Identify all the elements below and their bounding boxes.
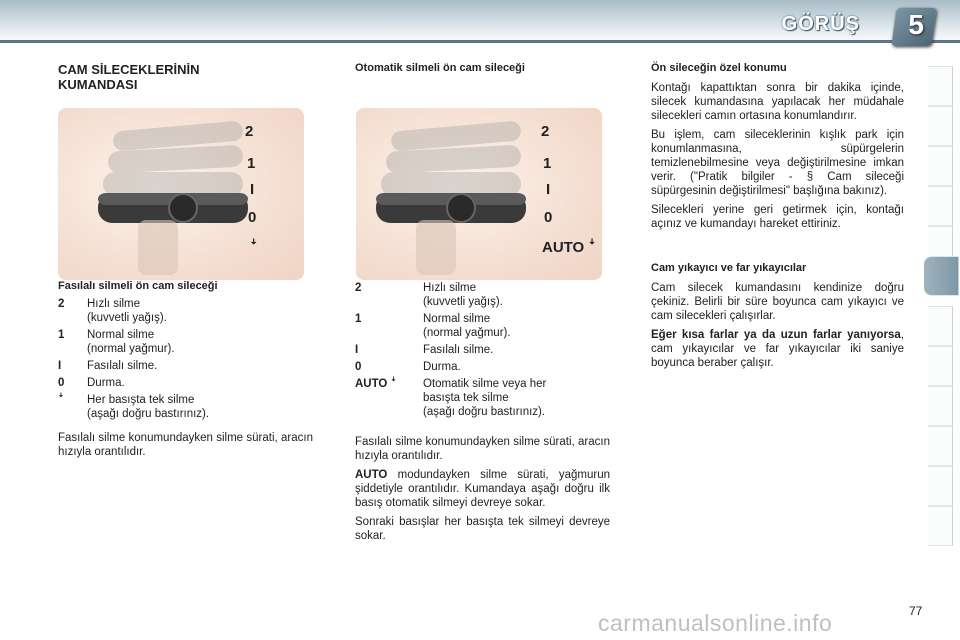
position-key: I (58, 360, 62, 372)
position-desc: Otomatik silme veya her basışta tek silme (aşağı doğru bastırınız). (423, 378, 547, 418)
position-key: 0 (355, 361, 362, 373)
position-row (58, 328, 313, 356)
stalk-label: 2 (541, 123, 550, 140)
position-key: 2 (58, 298, 65, 310)
spacer (651, 236, 904, 262)
stalk-label: 0 (248, 209, 257, 226)
chapter-tab-active[interactable] (924, 256, 959, 296)
stalk-label: I (250, 181, 255, 198)
position-desc: Her basışta tek silme (aşağı doğru bastırınız). (87, 394, 210, 420)
position-desc: Hızlı silme (kuvvetli yağış). (87, 298, 167, 324)
wiper-stalk-photo-intermittent (58, 108, 304, 280)
speed-note: Fasılalı silme konumundayken silme sürati, aracın hızıyla orantılıdır. (355, 436, 610, 462)
position-desc: Fasılalı silme. (87, 360, 158, 372)
position-key: 2 (355, 282, 362, 294)
subtitle-special-position: Ön sileceğin özel konumu (651, 62, 787, 74)
header-divider (0, 40, 960, 43)
page-number: 77 (909, 604, 923, 618)
auto-mode-note (355, 468, 610, 510)
position-key: ꜜ (58, 394, 64, 406)
wiper-stalk-illustration (58, 108, 304, 280)
watermark: carmanualsonline.info (598, 610, 833, 636)
position-desc: Normal silme (normal yağmur). (423, 313, 511, 339)
chapter-tabs (928, 66, 960, 576)
position-desc: Normal silme (normal yağmur). (87, 329, 175, 355)
stalk-label: 1 (247, 155, 256, 172)
washer-condition: Eğer kısa farlar ya da uzun farlar yanıyorsa (651, 329, 901, 341)
chapter-number: 5 (908, 9, 924, 40)
position-row (58, 393, 313, 421)
section-title: CAM SİLECEKLERİNİN KUMANDASI (58, 62, 200, 92)
washer-text: , cam yıkayıcılar ve far yıkayıcılar iki saniye boyunca beraber çalışır. (651, 329, 904, 369)
column-3 (651, 62, 904, 375)
speed-note: Fasılalı silme konumundayken silme sürati, aracın hızıyla orantılıdır. (58, 432, 313, 458)
chapter-tab[interactable] (928, 346, 953, 386)
chapter-tab[interactable] (928, 66, 953, 106)
auto-mode-keyword: AUTO (355, 469, 388, 481)
position-key: 1 (58, 329, 65, 341)
position-row (58, 376, 313, 390)
position-row (355, 281, 610, 309)
chapter-tab[interactable] (928, 106, 953, 146)
stalk-label: ꜜ (250, 239, 258, 256)
stalk-label: 0 (544, 209, 553, 226)
chapter-tab[interactable] (928, 386, 953, 426)
wiper-stalk-illustration (356, 108, 602, 280)
chapter-tab[interactable] (928, 146, 953, 186)
subtitle-washers: Cam yıkayıcı ve far yıkayıcılar (651, 262, 807, 274)
position-desc: Durma. (87, 377, 125, 389)
chapter-title: GÖRÜŞ (781, 13, 860, 35)
special-position-para-2: Bu işlem, cam sileceklerinin kışlık park için konumlanmasına, süpürgelerin temizlenebilmesine veya değiştirilmesine imkan verir. ("Pratik bilgiler - § Cam sileceği süpürgesinin değiştirilmesi" başlığına bakınız). (651, 129, 904, 197)
position-row (355, 343, 610, 357)
chapter-tab[interactable] (928, 186, 953, 226)
position-key: I (355, 344, 359, 356)
position-row (58, 359, 313, 373)
special-position-para-1: Kontağı kapattıktan sonra bir dakika içinde, silecek kumandasına yapılacak her müdahale silecekleri camın ortasına konumlandırır. (651, 82, 904, 122)
stalk-label: I (546, 181, 551, 198)
wiper-stalk-photo-auto (356, 108, 602, 280)
chapter-tab[interactable] (928, 466, 953, 506)
position-desc: Hızlı silme (kuvvetli yağış). (423, 282, 503, 308)
auto-mode-text: modundayken silme sürati, yağmurun şiddetiyle orantılıdır. Kumandaya aşağı doğru ilk basış otomatik silmeyi devreye sokar. (355, 469, 610, 509)
single-wipe-note: Sonraki basışlar her basışta tek silmeyi devreye sokar. (355, 516, 610, 542)
position-key: 1 (355, 313, 362, 325)
chapter-tab[interactable] (928, 426, 953, 466)
position-list (58, 297, 313, 421)
washer-para-2 (651, 328, 904, 370)
chapter-tab[interactable] (928, 506, 953, 546)
position-key: 0 (58, 377, 65, 389)
washer-para-1: Cam silecek kumandasını kendinize doğru çekiniz. Belirli bir süre boyunca cam yıkayıcı ve cam silecekleri çalışırlar. (651, 282, 904, 322)
special-position-para-3: Silecekleri yerine geri getirmek için, kontağı açınız ve kumandayı hareket ettiriniz. (651, 204, 904, 230)
position-row (355, 312, 610, 340)
stalk-label: 1 (543, 155, 552, 172)
position-row (355, 360, 610, 374)
position-row (355, 377, 610, 419)
position-desc: Fasılalı silme. (423, 344, 494, 356)
position-desc: Durma. (423, 361, 461, 373)
position-row (58, 297, 313, 325)
position-key: AUTO ꜜ (355, 378, 397, 390)
stalk-label: AUTO ꜜ (542, 239, 596, 256)
chapter-tab[interactable] (928, 306, 953, 346)
subtitle-auto-wiper: Otomatik silmeli ön cam sileceği (355, 62, 525, 74)
stalk-label: 2 (245, 123, 254, 140)
subtitle-intermittent-wiper: Fasılalı silmeli ön cam sileceği (58, 280, 218, 292)
position-list (355, 281, 610, 419)
